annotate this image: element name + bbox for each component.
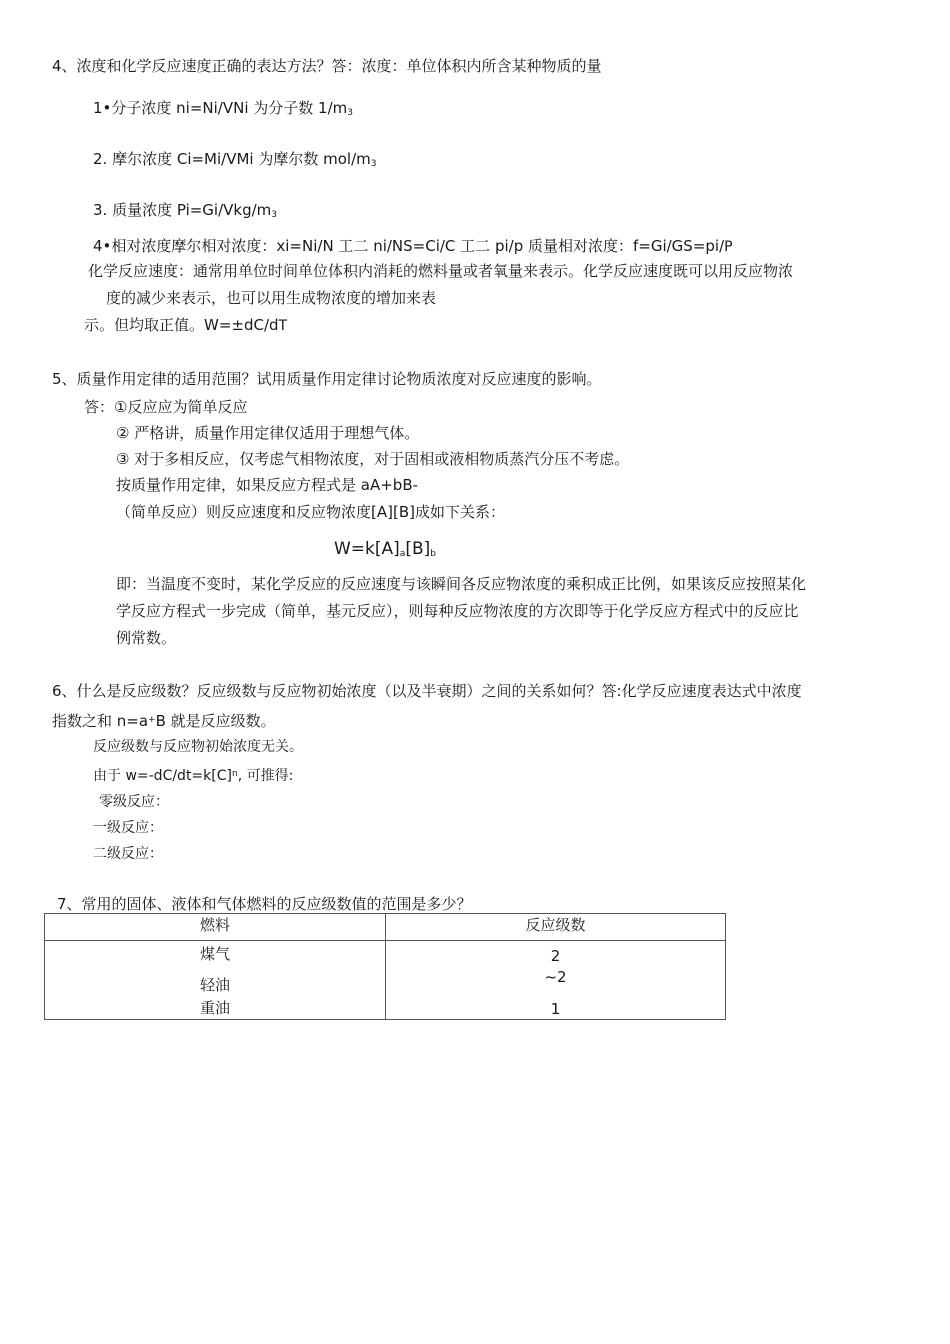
q4-item2-text: 2. 摩尔浓度 Ci=Mi/VMi 为摩尔数 mol/m — [93, 150, 371, 168]
q5-formula-part1: W=k[A] — [334, 539, 400, 559]
q5-answer-1: 答：①反应应为简单反应 — [84, 398, 248, 416]
header-fuel: 燃料 — [45, 914, 386, 941]
q6-title: 6、什么是反应级数？反应级数与反应物初始浓度（以及半衰期）之间的关系如何？答:化学反应速度表达式中浓度 — [52, 682, 802, 700]
q4-item3-subscript: 3 — [271, 210, 278, 220]
q7-title: 7、常用的固体、液体和气体燃料的反应级数值的范围是多少？ — [57, 895, 472, 913]
table-header-row — [45, 914, 726, 941]
q6-line4-tail: , 可推得: — [237, 768, 294, 784]
q4-item-molecular-concentration — [93, 99, 353, 119]
header-reaction-order: 反应级数 — [386, 914, 726, 941]
q6-line2-tail: B 就是反应级数。 — [155, 712, 276, 730]
q4-item-relative-concentration — [93, 237, 733, 256]
order-light-oil: ~2 — [544, 968, 567, 986]
order-cell — [386, 941, 726, 1020]
q5-law-line: 按质量作用定律，如果反应方程式是 aA+bB- — [116, 476, 419, 494]
q6-answer-line2 — [52, 712, 276, 730]
q5-answer-3: ③ 对于多相反应，仅考虑气相物浓度，对于固相或液相物质蒸汽分压不考虑。 — [116, 450, 630, 468]
fuel-heavy-oil: 重油 — [199, 999, 230, 1017]
q5-title: 5、质量作用定律的适用范围？试用质量作用定律讨论物质浓度对反应速度的影响。 — [52, 370, 602, 388]
q6-line4-superscript: n — [231, 769, 238, 779]
q5-rate-formula — [334, 539, 436, 560]
q6-line4-text: 由于 w=-dC/dt=k[C] — [93, 768, 232, 784]
q5-relation-line: （简单反应）则反应速度和反应物浓度[A][B]成如下关系： — [116, 503, 505, 521]
q4-rate-line3-tail: T — [278, 318, 288, 334]
q4-title: 4、浓度和化学反应速度正确的表达方法？答：浓度：单位体积内所含某种物质的量 — [52, 57, 602, 75]
order-heavy-oil: 1 — [550, 1000, 561, 1018]
q6-first-order: 一级反应： — [93, 820, 163, 836]
q4-item-mass-concentration — [93, 201, 277, 221]
q6-independence-line: 反应级数与反应物初始浓度无关。 — [93, 739, 303, 755]
q4-item1-text: 1•分子浓度 ni=Ni/VNi 为分子数 1/m — [93, 99, 348, 117]
q4-item4-tail: P — [724, 239, 733, 255]
q6-zero-order: 零级反应： — [99, 794, 169, 810]
fuel-light-oil: 轻油 — [199, 976, 230, 994]
order-gas: 2 — [550, 947, 561, 965]
q4-rate-definition-line2: 度的减少来表示，也可以用生成物浓度的增加来表 — [106, 289, 437, 307]
q4-rate-definition-line1: 化学反应速度：通常用单位时间单位体积内消耗的燃料量或者氧量来表示。化学反应速度既可以用反应物浓 — [88, 262, 794, 280]
q4-item4-text: 4•相对浓度摩尔相对浓度：xi=Ni/N 工二 ni/NS=Ci/C 工二 pi/p 质量相对浓度：f=Gi/GS=pi/ — [93, 237, 725, 255]
table-row — [45, 941, 726, 1020]
q4-item2-subscript: 3 — [370, 159, 377, 169]
q5-explanation-line1: 即：当温度不变时，某化学反应的反应速度与该瞬间各反应物浓度的乘积成正比例，如果该反应按照某化 — [116, 575, 807, 593]
q4-rate-definition-line3 — [84, 316, 287, 335]
q6-line2-superscript: + — [148, 715, 156, 725]
fuel-cell — [45, 941, 386, 1020]
q5-explanation-line3: 例常数。 — [116, 629, 177, 647]
q4-item1-subscript: 3 — [347, 108, 353, 118]
q5-formula-sub-b: b — [430, 549, 436, 559]
q5-formula-sub-a: a — [399, 549, 406, 559]
q5-answer-2: ② 严格讲，质量作用定律仅适用于理想气体。 — [116, 424, 420, 442]
q5-formula-part2: [B] — [405, 539, 431, 559]
q6-second-order: 二级反应： — [93, 846, 163, 862]
q6-line2-text: 指数之和 n=a — [52, 712, 149, 730]
q4-item-molar-concentration — [93, 150, 376, 170]
q6-rate-expression-line — [93, 768, 293, 785]
fuel-reaction-order-table — [44, 913, 726, 1020]
q4-item3-text: 3. 质量浓度 Pi=Gi/Vkg/m — [93, 201, 272, 219]
fuel-gas: 煤气 — [199, 945, 230, 963]
q4-rate-line3-text: 示。但均取正值。W=±dC/d — [84, 316, 279, 334]
q5-explanation-line2: 学反应方程式一步完成（简单，基元反应），则每种反应物浓度的方次即等于化学反应方程式中的反应比 — [116, 602, 799, 620]
